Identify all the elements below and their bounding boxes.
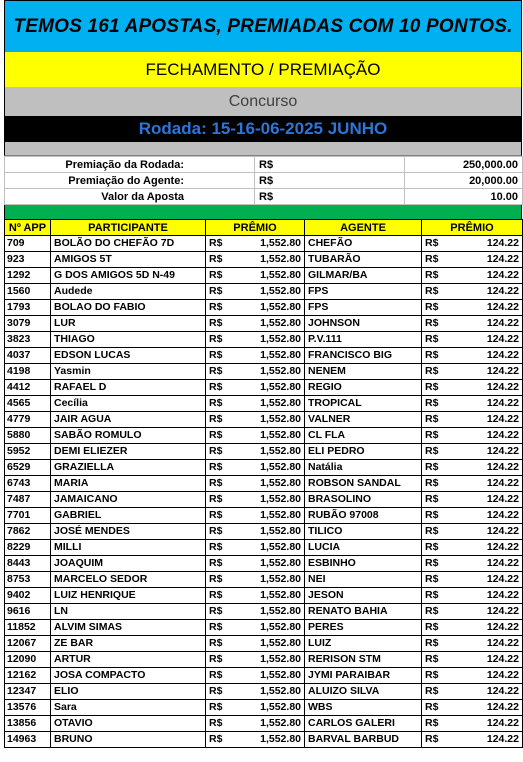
cell-participante: RAFAEL D bbox=[51, 380, 206, 396]
cell-premio-agente: 124.22 bbox=[448, 252, 523, 268]
rodada-row bbox=[4, 116, 522, 142]
cell-participante: MARIA bbox=[51, 476, 206, 492]
spacer-row bbox=[4, 142, 522, 156]
cell-participante: JOSÉ MENDES bbox=[51, 524, 206, 540]
cell-agente: TILICO bbox=[305, 524, 422, 540]
cell-agente: RENATO BAHIA bbox=[305, 604, 422, 620]
cell-currency-agente: R$ bbox=[422, 300, 448, 316]
cell-app: 12067 bbox=[5, 636, 51, 652]
cell-agente: FPS bbox=[305, 300, 422, 316]
table-row bbox=[5, 508, 523, 524]
header-app: Nº APP bbox=[5, 220, 51, 236]
cell-premio: 1,552.80 bbox=[232, 732, 305, 748]
cell-premio-agente: 124.22 bbox=[448, 524, 523, 540]
cell-premio: 1,552.80 bbox=[232, 572, 305, 588]
cell-premio-agente: 124.22 bbox=[448, 508, 523, 524]
cell-premio-agente: 124.22 bbox=[448, 716, 523, 732]
cell-app: 8229 bbox=[5, 540, 51, 556]
cell-app: 13576 bbox=[5, 700, 51, 716]
subtitle-row bbox=[4, 52, 522, 87]
table-row bbox=[5, 332, 523, 348]
cell-agente: PERES bbox=[305, 620, 422, 636]
cell-currency: R$ bbox=[206, 716, 232, 732]
cell-agente: FRANCISCO BIG bbox=[305, 348, 422, 364]
cell-premio-agente: 124.22 bbox=[448, 668, 523, 684]
cell-currency-agente: R$ bbox=[422, 284, 448, 300]
cell-agente: FPS bbox=[305, 284, 422, 300]
banner-row bbox=[4, 0, 522, 52]
cell-participante: G DOS AMIGOS 5D N-49 bbox=[51, 268, 206, 284]
cell-premio: 1,552.80 bbox=[232, 540, 305, 556]
cell-participante: BOLAO DO FABIO bbox=[51, 300, 206, 316]
cell-app: 7701 bbox=[5, 508, 51, 524]
info-amount: 10.00 bbox=[405, 189, 523, 205]
cell-app: 5880 bbox=[5, 428, 51, 444]
cell-premio-agente: 124.22 bbox=[448, 396, 523, 412]
cell-premio: 1,552.80 bbox=[232, 604, 305, 620]
cell-premio: 1,552.80 bbox=[232, 636, 305, 652]
cell-premio: 1,552.80 bbox=[232, 668, 305, 684]
cell-agente: RUBÃO 97008 bbox=[305, 508, 422, 524]
cell-app: 7862 bbox=[5, 524, 51, 540]
cell-participante: AMIGOS 5T bbox=[51, 252, 206, 268]
table-row bbox=[5, 540, 523, 556]
cell-agente: GILMAR/BA bbox=[305, 268, 422, 284]
table-row bbox=[5, 636, 523, 652]
cell-currency: R$ bbox=[206, 396, 232, 412]
spreadsheet bbox=[4, 0, 522, 748]
cell-currency: R$ bbox=[206, 444, 232, 460]
cell-agente: NENEM bbox=[305, 364, 422, 380]
info-label: Valor da Aposta bbox=[5, 189, 255, 205]
cell-participante: JAMAICANO bbox=[51, 492, 206, 508]
cell-premio: 1,552.80 bbox=[232, 620, 305, 636]
cell-agente: ALUIZO SILVA bbox=[305, 684, 422, 700]
cell-currency: R$ bbox=[206, 428, 232, 444]
concurso-text: Concurso bbox=[228, 92, 298, 110]
cell-agente: JOHNSON bbox=[305, 316, 422, 332]
cell-app: 5952 bbox=[5, 444, 51, 460]
table-row bbox=[5, 604, 523, 620]
cell-agente: JESON bbox=[305, 588, 422, 604]
cell-app: 3823 bbox=[5, 332, 51, 348]
cell-agente: BARVAL BARBUD bbox=[305, 732, 422, 748]
cell-app: 13856 bbox=[5, 716, 51, 732]
cell-app: 4565 bbox=[5, 396, 51, 412]
cell-agente: VALNER bbox=[305, 412, 422, 428]
cell-agente: NEI bbox=[305, 572, 422, 588]
cell-premio-agente: 124.22 bbox=[448, 492, 523, 508]
cell-currency: R$ bbox=[206, 636, 232, 652]
cell-currency: R$ bbox=[206, 364, 232, 380]
cell-premio-agente: 124.22 bbox=[448, 332, 523, 348]
cell-app: 923 bbox=[5, 252, 51, 268]
table-row bbox=[5, 284, 523, 300]
cell-premio-agente: 124.22 bbox=[448, 348, 523, 364]
table-row bbox=[5, 684, 523, 700]
cell-currency: R$ bbox=[206, 588, 232, 604]
cell-premio-agente: 124.22 bbox=[448, 700, 523, 716]
cell-currency-agente: R$ bbox=[422, 428, 448, 444]
cell-premio: 1,552.80 bbox=[232, 380, 305, 396]
cell-currency-agente: R$ bbox=[422, 636, 448, 652]
cell-app: 9402 bbox=[5, 588, 51, 604]
cell-agente: REGIO bbox=[305, 380, 422, 396]
cell-participante: DEMI ELIEZER bbox=[51, 444, 206, 460]
cell-agente: BRASOLINO bbox=[305, 492, 422, 508]
cell-participante: MILLI bbox=[51, 540, 206, 556]
cell-currency: R$ bbox=[206, 620, 232, 636]
table-row bbox=[5, 652, 523, 668]
cell-app: 9616 bbox=[5, 604, 51, 620]
cell-participante: JAIR AGUA bbox=[51, 412, 206, 428]
table-row bbox=[5, 492, 523, 508]
cell-currency-agente: R$ bbox=[422, 588, 448, 604]
cell-premio-agente: 124.22 bbox=[448, 316, 523, 332]
cell-currency: R$ bbox=[206, 460, 232, 476]
cell-premio-agente: 124.22 bbox=[448, 428, 523, 444]
cell-participante: GABRIEL bbox=[51, 508, 206, 524]
cell-premio-agente: 124.22 bbox=[448, 236, 523, 252]
cell-premio-agente: 124.22 bbox=[448, 556, 523, 572]
cell-currency-agente: R$ bbox=[422, 444, 448, 460]
cell-participante: OTAVIO bbox=[51, 716, 206, 732]
cell-currency-agente: R$ bbox=[422, 364, 448, 380]
cell-currency: R$ bbox=[206, 268, 232, 284]
info-label: Premiação do Agente: bbox=[5, 173, 255, 189]
cell-premio: 1,552.80 bbox=[232, 476, 305, 492]
cell-premio: 1,552.80 bbox=[232, 236, 305, 252]
cell-currency: R$ bbox=[206, 476, 232, 492]
cell-premio: 1,552.80 bbox=[232, 684, 305, 700]
cell-premio: 1,552.80 bbox=[232, 652, 305, 668]
cell-currency-agente: R$ bbox=[422, 524, 448, 540]
cell-currency: R$ bbox=[206, 508, 232, 524]
cell-currency: R$ bbox=[206, 540, 232, 556]
cell-participante: ALVIM SIMAS bbox=[51, 620, 206, 636]
cell-currency-agente: R$ bbox=[422, 396, 448, 412]
cell-currency: R$ bbox=[206, 604, 232, 620]
cell-currency: R$ bbox=[206, 316, 232, 332]
cell-currency: R$ bbox=[206, 556, 232, 572]
cell-agente: TUBARÃO bbox=[305, 252, 422, 268]
cell-participante: EDSON LUCAS bbox=[51, 348, 206, 364]
table-row bbox=[5, 316, 523, 332]
cell-premio: 1,552.80 bbox=[232, 364, 305, 380]
table-row bbox=[5, 268, 523, 284]
cell-currency: R$ bbox=[206, 668, 232, 684]
cell-currency: R$ bbox=[206, 492, 232, 508]
cell-participante: MARCELO SEDOR bbox=[51, 572, 206, 588]
cell-currency-agente: R$ bbox=[422, 668, 448, 684]
info-currency: R$ bbox=[255, 189, 405, 205]
cell-agente: JYMI PARAIBAR bbox=[305, 668, 422, 684]
cell-currency: R$ bbox=[206, 652, 232, 668]
cell-currency: R$ bbox=[206, 300, 232, 316]
cell-app: 12162 bbox=[5, 668, 51, 684]
cell-agente: WBS bbox=[305, 700, 422, 716]
cell-currency: R$ bbox=[206, 252, 232, 268]
cell-currency-agente: R$ bbox=[422, 412, 448, 428]
cell-agente: ROBSON SANDAL bbox=[305, 476, 422, 492]
cell-premio-agente: 124.22 bbox=[448, 460, 523, 476]
cell-app: 709 bbox=[5, 236, 51, 252]
header-agente: AGENTE bbox=[305, 220, 422, 236]
cell-app: 8753 bbox=[5, 572, 51, 588]
cell-currency: R$ bbox=[206, 732, 232, 748]
cell-participante: JOAQUIM bbox=[51, 556, 206, 572]
cell-participante: BRUNO bbox=[51, 732, 206, 748]
cell-currency-agente: R$ bbox=[422, 316, 448, 332]
cell-app: 3079 bbox=[5, 316, 51, 332]
cell-premio: 1,552.80 bbox=[232, 284, 305, 300]
cell-premio: 1,552.80 bbox=[232, 460, 305, 476]
header-premio: PRÊMIO bbox=[206, 220, 305, 236]
info-row bbox=[5, 157, 523, 173]
cell-currency: R$ bbox=[206, 684, 232, 700]
cell-app: 12347 bbox=[5, 684, 51, 700]
cell-agente: RERISON STM bbox=[305, 652, 422, 668]
cell-currency-agente: R$ bbox=[422, 732, 448, 748]
table-row bbox=[5, 364, 523, 380]
cell-premio-agente: 124.22 bbox=[448, 284, 523, 300]
cell-app: 6743 bbox=[5, 476, 51, 492]
table-row bbox=[5, 556, 523, 572]
cell-agente: CHEFÃO bbox=[305, 236, 422, 252]
cell-premio: 1,552.80 bbox=[232, 332, 305, 348]
cell-app: 4198 bbox=[5, 364, 51, 380]
header-participante: PARTICIPANTE bbox=[51, 220, 206, 236]
cell-app: 1292 bbox=[5, 268, 51, 284]
cell-currency: R$ bbox=[206, 236, 232, 252]
cell-participante: SABÃO ROMULO bbox=[51, 428, 206, 444]
rodada-text: Rodada: 15-16-06-2025 JUNHO bbox=[138, 119, 388, 138]
cell-app: 14963 bbox=[5, 732, 51, 748]
concurso-row bbox=[4, 87, 522, 116]
info-amount: 250,000.00 bbox=[405, 157, 523, 173]
cell-participante: ARTUR bbox=[51, 652, 206, 668]
cell-currency-agente: R$ bbox=[422, 492, 448, 508]
cell-app: 4037 bbox=[5, 348, 51, 364]
subtitle-text: FECHAMENTO / PREMIAÇÃO bbox=[145, 59, 381, 79]
cell-premio-agente: 124.22 bbox=[448, 588, 523, 604]
info-currency: R$ bbox=[255, 173, 405, 189]
cell-premio-agente: 124.22 bbox=[448, 684, 523, 700]
cell-app: 12090 bbox=[5, 652, 51, 668]
table-row bbox=[5, 588, 523, 604]
cell-currency-agente: R$ bbox=[422, 556, 448, 572]
cell-premio: 1,552.80 bbox=[232, 412, 305, 428]
cell-agente: ELI PEDRO bbox=[305, 444, 422, 460]
table-row bbox=[5, 716, 523, 732]
cell-app: 8443 bbox=[5, 556, 51, 572]
cell-currency-agente: R$ bbox=[422, 652, 448, 668]
cell-currency-agente: R$ bbox=[422, 700, 448, 716]
banner-text: TEMOS 161 APOSTAS, PREMIADAS COM 10 PONTOS. bbox=[13, 15, 513, 37]
table-row bbox=[5, 476, 523, 492]
cell-app: 1793 bbox=[5, 300, 51, 316]
cell-agente: CARLOS GALERI bbox=[305, 716, 422, 732]
cell-participante: Audede bbox=[51, 284, 206, 300]
info-currency: R$ bbox=[255, 157, 405, 173]
info-row bbox=[5, 173, 523, 189]
cell-currency: R$ bbox=[206, 332, 232, 348]
cell-premio: 1,552.80 bbox=[232, 316, 305, 332]
cell-participante: ZE BAR bbox=[51, 636, 206, 652]
info-amount: 20,000.00 bbox=[405, 173, 523, 189]
cell-premio: 1,552.80 bbox=[232, 348, 305, 364]
table-row bbox=[5, 700, 523, 716]
cell-premio: 1,552.80 bbox=[232, 396, 305, 412]
cell-currency: R$ bbox=[206, 348, 232, 364]
cell-premio: 1,552.80 bbox=[232, 508, 305, 524]
cell-currency-agente: R$ bbox=[422, 332, 448, 348]
cell-currency-agente: R$ bbox=[422, 348, 448, 364]
cell-premio: 1,552.80 bbox=[232, 252, 305, 268]
cell-participante: THIAGO bbox=[51, 332, 206, 348]
cell-premio: 1,552.80 bbox=[232, 268, 305, 284]
cell-participante: ELIO bbox=[51, 684, 206, 700]
cell-app: 1560 bbox=[5, 284, 51, 300]
cell-premio: 1,552.80 bbox=[232, 300, 305, 316]
cell-app: 4779 bbox=[5, 412, 51, 428]
cell-currency-agente: R$ bbox=[422, 236, 448, 252]
cell-premio: 1,552.80 bbox=[232, 716, 305, 732]
cell-currency: R$ bbox=[206, 412, 232, 428]
table-row bbox=[5, 444, 523, 460]
cell-currency-agente: R$ bbox=[422, 620, 448, 636]
info-table bbox=[4, 156, 523, 205]
cell-currency-agente: R$ bbox=[422, 604, 448, 620]
cell-currency-agente: R$ bbox=[422, 476, 448, 492]
table-row bbox=[5, 348, 523, 364]
cell-participante: BOLÃO DO CHEFÃO 7D bbox=[51, 236, 206, 252]
cell-premio-agente: 124.22 bbox=[448, 652, 523, 668]
cell-app: 6529 bbox=[5, 460, 51, 476]
cell-currency: R$ bbox=[206, 700, 232, 716]
cell-participante: JOSA COMPACTO bbox=[51, 668, 206, 684]
table-row bbox=[5, 572, 523, 588]
table-row bbox=[5, 668, 523, 684]
cell-premio: 1,552.80 bbox=[232, 428, 305, 444]
header-row bbox=[5, 220, 523, 236]
cell-premio-agente: 124.22 bbox=[448, 268, 523, 284]
table-row bbox=[5, 236, 523, 252]
cell-currency-agente: R$ bbox=[422, 540, 448, 556]
cell-participante: LN bbox=[51, 604, 206, 620]
cell-participante: Yasmin bbox=[51, 364, 206, 380]
cell-premio-agente: 124.22 bbox=[448, 572, 523, 588]
cell-premio-agente: 124.22 bbox=[448, 444, 523, 460]
cell-premio-agente: 124.22 bbox=[448, 636, 523, 652]
cell-currency-agente: R$ bbox=[422, 460, 448, 476]
cell-currency-agente: R$ bbox=[422, 380, 448, 396]
cell-participante: Cecília bbox=[51, 396, 206, 412]
cell-agente: LUCIA bbox=[305, 540, 422, 556]
info-row bbox=[5, 189, 523, 205]
table-row bbox=[5, 620, 523, 636]
cell-premio: 1,552.80 bbox=[232, 524, 305, 540]
cell-agente: LUIZ bbox=[305, 636, 422, 652]
table-row bbox=[5, 428, 523, 444]
table-row bbox=[5, 412, 523, 428]
green-divider bbox=[4, 205, 522, 219]
cell-premio: 1,552.80 bbox=[232, 588, 305, 604]
cell-premio-agente: 124.22 bbox=[448, 300, 523, 316]
cell-participante: LUR bbox=[51, 316, 206, 332]
cell-currency: R$ bbox=[206, 572, 232, 588]
cell-currency: R$ bbox=[206, 284, 232, 300]
cell-premio-agente: 124.22 bbox=[448, 364, 523, 380]
cell-premio-agente: 124.22 bbox=[448, 380, 523, 396]
info-label: Premiação da Rodada: bbox=[5, 157, 255, 173]
cell-agente: TROPICAL bbox=[305, 396, 422, 412]
cell-premio-agente: 124.22 bbox=[448, 540, 523, 556]
cell-premio: 1,552.80 bbox=[232, 444, 305, 460]
cell-agente: CL FLA bbox=[305, 428, 422, 444]
cell-participante: Sara bbox=[51, 700, 206, 716]
cell-currency-agente: R$ bbox=[422, 508, 448, 524]
cell-currency-agente: R$ bbox=[422, 252, 448, 268]
cell-currency-agente: R$ bbox=[422, 572, 448, 588]
cell-premio: 1,552.80 bbox=[232, 700, 305, 716]
cell-currency: R$ bbox=[206, 524, 232, 540]
cell-currency: R$ bbox=[206, 380, 232, 396]
cell-app: 11852 bbox=[5, 620, 51, 636]
cell-agente: P.V.111 bbox=[305, 332, 422, 348]
header-premio-agente: PRÊMIO bbox=[422, 220, 523, 236]
table-row bbox=[5, 460, 523, 476]
cell-currency-agente: R$ bbox=[422, 268, 448, 284]
results-table bbox=[4, 219, 523, 748]
cell-agente: ESBINHO bbox=[305, 556, 422, 572]
cell-currency-agente: R$ bbox=[422, 716, 448, 732]
cell-app: 7487 bbox=[5, 492, 51, 508]
table-row bbox=[5, 380, 523, 396]
cell-app: 4412 bbox=[5, 380, 51, 396]
cell-premio-agente: 124.22 bbox=[448, 732, 523, 748]
cell-premio-agente: 124.22 bbox=[448, 476, 523, 492]
table-row bbox=[5, 732, 523, 748]
cell-participante: GRAZIELLA bbox=[51, 460, 206, 476]
cell-premio: 1,552.80 bbox=[232, 556, 305, 572]
cell-premio-agente: 124.22 bbox=[448, 620, 523, 636]
table-row bbox=[5, 252, 523, 268]
cell-premio: 1,552.80 bbox=[232, 492, 305, 508]
table-row bbox=[5, 300, 523, 316]
table-row bbox=[5, 396, 523, 412]
cell-participante: LUIZ HENRIQUE bbox=[51, 588, 206, 604]
cell-premio-agente: 124.22 bbox=[448, 412, 523, 428]
table-row bbox=[5, 524, 523, 540]
cell-currency-agente: R$ bbox=[422, 684, 448, 700]
cell-premio-agente: 124.22 bbox=[448, 604, 523, 620]
cell-agente: Natália bbox=[305, 460, 422, 476]
